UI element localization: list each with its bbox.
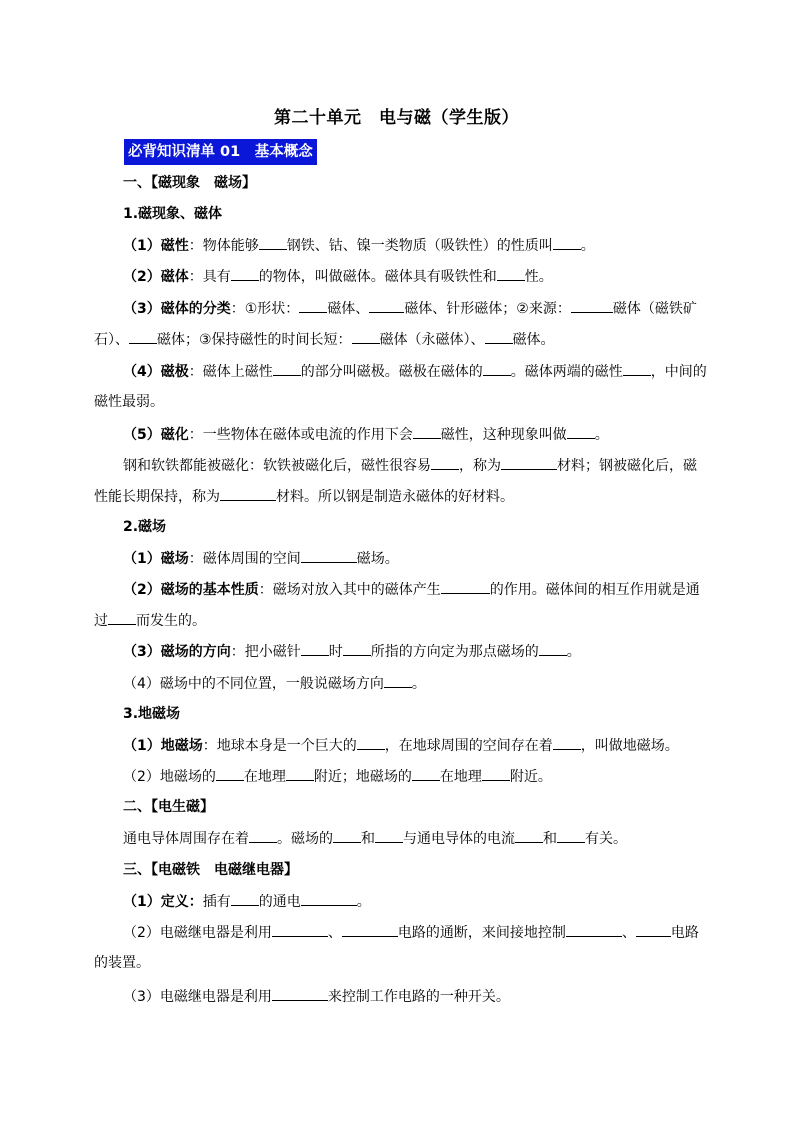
fill-in-blank[interactable]	[431, 455, 459, 470]
text-line	[123, 235, 738, 256]
fill-in-blank[interactable]	[129, 329, 157, 344]
text-line	[123, 204, 738, 224]
bold-text: 二、【电生磁】	[123, 799, 214, 815]
fill-in-blank[interactable]	[483, 361, 511, 376]
text-segment: 磁体；③保持磁性的时间长短：	[157, 332, 352, 348]
text-segment: （2）地磁场的	[123, 769, 216, 785]
bold-text: 1.磁现象、磁体	[123, 206, 223, 222]
bold-text: （1）定义：	[123, 894, 203, 910]
text-line	[94, 329, 709, 350]
fill-in-blank[interactable]	[333, 828, 361, 843]
text-line	[123, 891, 738, 912]
text-segment: ：一些物体在磁体或电流的作用下会	[188, 427, 413, 443]
fill-in-blank[interactable]	[301, 891, 357, 906]
text-segment: ，叫做地磁场。	[580, 738, 679, 754]
fill-in-blank[interactable]	[539, 641, 567, 656]
bold-text: 3.地磁场	[123, 706, 181, 722]
text-segment: 通电导体周围存在着	[123, 831, 249, 847]
text-segment: 时	[328, 644, 343, 660]
fill-in-blank[interactable]	[413, 424, 441, 439]
text-segment: 在地理	[439, 769, 482, 785]
text-segment: 。	[580, 238, 595, 254]
fill-in-blank[interactable]	[108, 610, 136, 625]
fill-in-blank[interactable]	[412, 766, 440, 781]
bold-text: （2）磁体	[123, 269, 189, 285]
fill-in-blank[interactable]	[343, 641, 371, 656]
text-line	[123, 641, 738, 662]
fill-in-blank[interactable]	[571, 298, 613, 313]
bold-text: （5）磁化	[123, 427, 189, 443]
text-segment: （3）电磁继电器是利用	[123, 989, 272, 1005]
fill-in-blank[interactable]	[567, 424, 595, 439]
text-segment: 的物体，叫做磁体。磁体具有吸铁性和	[258, 269, 497, 285]
bold-text: （3）磁体的分类	[123, 301, 231, 317]
fill-in-blank[interactable]	[557, 828, 585, 843]
text-segment: 性能长期保持，称为	[94, 489, 220, 505]
bold-text: （1）磁场	[123, 551, 189, 567]
text-line	[123, 828, 738, 849]
text-line	[123, 860, 738, 880]
text-segment: 和	[543, 831, 557, 847]
text-segment: ：地球本身是一个巨大的	[202, 738, 357, 754]
bold-text: （1）地磁场	[123, 738, 203, 754]
text-line	[123, 579, 738, 600]
text-line	[123, 298, 738, 319]
text-segment: 与通电导体的电流	[403, 831, 515, 847]
bold-text: （3）磁场的方向	[123, 644, 231, 660]
text-segment: 。	[594, 427, 609, 443]
text-segment: 、	[327, 925, 342, 941]
text-segment: 电路	[670, 925, 699, 941]
fill-in-blank[interactable]	[249, 828, 277, 843]
fill-in-blank[interactable]	[352, 329, 380, 344]
section-banner: 必背知识清单 01 基本概念	[124, 139, 317, 165]
fill-in-blank[interactable]	[301, 641, 329, 656]
text-segment: 。	[411, 676, 426, 692]
text-segment: 磁体（永磁体）、	[379, 332, 485, 348]
fill-in-blank[interactable]	[231, 266, 259, 281]
text-line	[123, 704, 738, 724]
fill-in-blank[interactable]	[515, 828, 543, 843]
text-line	[94, 610, 709, 631]
text-line	[123, 735, 738, 756]
fill-in-blank[interactable]	[482, 766, 510, 781]
text-segment: 钢和软铁都能被磁化：软铁被磁化后，磁性很容易	[123, 458, 431, 474]
text-segment: ：磁体周围的空间	[188, 551, 301, 567]
text-segment: 附近；地磁场的	[313, 769, 412, 785]
text-segment: 磁体（磁铁矿	[612, 301, 697, 317]
text-line	[123, 797, 738, 817]
text-segment: 有关。	[585, 831, 627, 847]
text-segment: ：①形状：	[230, 301, 300, 317]
text-segment: 。磁场的	[277, 831, 333, 847]
text-segment: 材料。所以钢是制造永磁体的好材料。	[276, 489, 514, 505]
text-line	[123, 361, 738, 382]
text-segment: ：物体能够	[188, 238, 259, 254]
text-segment: ：磁体上磁性	[188, 364, 273, 380]
fill-in-blank[interactable]	[299, 298, 327, 313]
fill-in-blank[interactable]	[623, 361, 651, 376]
text-segment: 磁场。	[356, 551, 399, 567]
text-segment: 磁性最弱。	[94, 394, 164, 410]
fill-in-blank[interactable]	[553, 235, 581, 250]
fill-in-blank[interactable]	[636, 922, 671, 937]
text-line	[123, 922, 738, 943]
text-segment: 钢铁、钴、镍一类物质（吸铁性）的性质叫	[286, 238, 553, 254]
text-segment: ，中间的	[650, 364, 707, 380]
fill-in-blank[interactable]	[342, 922, 398, 937]
text-line	[123, 673, 738, 694]
fill-in-blank[interactable]	[497, 266, 525, 281]
fill-in-blank[interactable]	[369, 298, 404, 313]
text-segment: 、	[621, 925, 636, 941]
text-segment: 过	[94, 613, 108, 629]
text-line	[94, 486, 709, 507]
text-segment: 的作用。磁体间的相互作用就是通	[489, 582, 700, 598]
text-line	[94, 953, 709, 973]
bold-text: （4）磁极	[123, 364, 189, 380]
text-segment: 在地理	[243, 769, 286, 785]
fill-in-blank[interactable]	[231, 891, 259, 906]
text-line	[123, 986, 738, 1007]
text-segment: ：具有	[188, 269, 231, 285]
bold-text: 一、【磁现象 磁场】	[123, 175, 256, 191]
text-segment: 的装置。	[94, 955, 150, 971]
bold-text: 三、【电磁铁 电磁继电器】	[123, 862, 298, 878]
text-segment: 材料；钢被磁化后，磁	[557, 458, 697, 474]
fill-in-blank[interactable]	[553, 735, 581, 750]
fill-in-blank[interactable]	[485, 329, 513, 344]
fill-in-blank[interactable]	[375, 828, 403, 843]
text-segment: 磁体、针形磁体；②来源：	[404, 301, 571, 317]
fill-in-blank[interactable]	[216, 766, 244, 781]
text-line	[123, 424, 738, 445]
text-line	[123, 266, 738, 287]
text-segment: 所指的方向定为那点磁场的	[370, 644, 539, 660]
fill-in-blank[interactable]	[501, 455, 557, 470]
text-line	[123, 517, 738, 537]
text-segment: ，在地球周围的空间存在着	[384, 738, 553, 754]
fill-in-blank[interactable]	[384, 673, 412, 688]
text-segment: 的部分叫磁极。磁极在磁体的	[300, 364, 483, 380]
text-segment: 磁体。	[512, 332, 555, 348]
fill-in-blank[interactable]	[441, 579, 490, 594]
fill-in-blank[interactable]	[301, 548, 357, 563]
text-segment: ：磁场对放入其中的磁体产生	[258, 582, 441, 598]
text-segment: （4）磁场中的不同位置，一般说磁场方向	[123, 676, 384, 692]
text-segment: 插有	[202, 894, 231, 910]
bold-text: （2）磁场的基本性质	[123, 582, 259, 598]
text-segment: 而发生的。	[136, 613, 206, 629]
text-segment: 磁性，这种现象叫做	[440, 427, 567, 443]
bold-text: （1）磁性	[123, 238, 189, 254]
text-segment: 和	[361, 831, 375, 847]
bold-text: 2.磁场	[123, 519, 167, 535]
page-title: 第二十单元 电与磁（学生版）	[274, 108, 519, 128]
text-segment: （2）电磁继电器是利用	[123, 925, 272, 941]
text-segment: 电路的通断，来间接地控制	[397, 925, 566, 941]
fill-in-blank[interactable]	[286, 766, 314, 781]
text-segment: 磁体、	[327, 301, 370, 317]
text-line	[123, 766, 738, 787]
text-segment: 。磁体两端的磁性	[510, 364, 623, 380]
text-segment: 来控制工作电路的一种开关。	[327, 989, 510, 1005]
fill-in-blank[interactable]	[220, 486, 276, 501]
text-segment: 石）、	[94, 332, 129, 348]
text-segment: 。	[566, 644, 581, 660]
text-segment: 附近。	[509, 769, 552, 785]
text-line	[94, 392, 709, 412]
text-segment: ：把小磁针	[230, 644, 301, 660]
fill-in-blank[interactable]	[566, 922, 622, 937]
fill-in-blank[interactable]	[272, 986, 328, 1001]
text-line	[123, 548, 738, 569]
text-segment: 。	[356, 894, 371, 910]
fill-in-blank[interactable]	[273, 361, 301, 376]
text-line	[123, 173, 738, 193]
fill-in-blank[interactable]	[272, 922, 328, 937]
text-line	[123, 455, 738, 476]
text-segment: ，称为	[459, 458, 501, 474]
fill-in-blank[interactable]	[259, 235, 287, 250]
fill-in-blank[interactable]	[357, 735, 385, 750]
text-segment: 的通电	[258, 894, 301, 910]
text-segment: 性。	[524, 269, 553, 285]
